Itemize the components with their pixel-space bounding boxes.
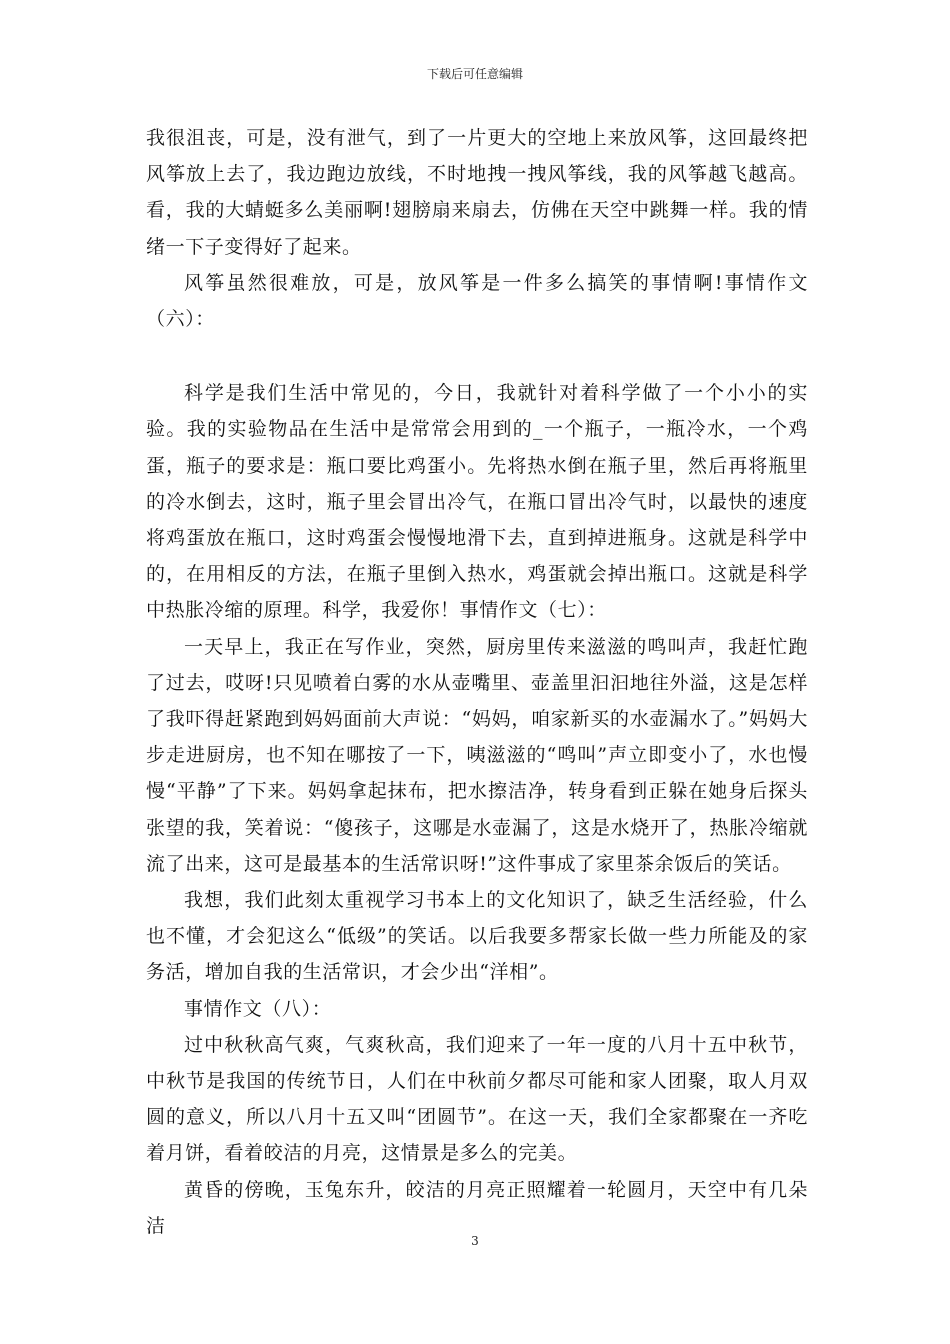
document-body	[146, 120, 808, 1244]
section-heading-essay-eight: 事情作文（八）：	[184, 997, 332, 1020]
paragraph-evening-moon: 黄昏的傍晚，玉兔东升，皎洁的月亮正照耀着一轮圆月，天空中有几朵洁	[146, 1178, 808, 1237]
paragraph-kite-conclusion: 风筝虽然很难放，可是，放风筝是一件多么搞笑的事情啊!事情作文（六）：	[146, 271, 808, 331]
paragraph-kettle-story: 一天早上，我正在写作业，突然，厨房里传来滋滋的鸣叫声，我赶忙跑了过去，哎呀!只见喷着白雾的水从壶嘴里、壶盖里汩汩地往外溢，这是怎样了我吓得赶紧跑到妈妈面前大声说：“妈妈，咱家新买的水壶漏水了。”妈妈大步走进厨房，也不知在哪按了一下，咦滋滋的“鸣叫”声立即变小了，水也慢慢“平静”了下来。妈妈拿起抹布，把水擦洁净，转身看到正躲在她身后探头张望的我，笑着说：“傻孩子，这哪是水壶漏了，这是水烧开了，热胀冷缩就流了出来，这可是最基本的生活常识呀!”这件事成了家里茶余饭后的笑话。	[146, 635, 808, 875]
paragraph-gap	[146, 337, 808, 375]
page-number: 3	[471, 1234, 479, 1248]
paragraph-mid-autumn: 过中秋秋高气爽，气爽秋高，我们迎来了一年一度的八月十五中秋节，中秋节是我国的传统节日，人们在中秋前夕都尽可能和家人团聚，取人月双圆的意义，所以八月十五又叫“团圆节”。在这一天，我们全家都聚在一齐吃着月饼，看着皎洁的月亮，这情景是多么的完美。	[146, 1033, 808, 1165]
page-header: 下载后可任意编辑	[426, 67, 523, 81]
paragraph-reflection: 我想，我们此刻太重视学习书本上的文化知识了，缺乏生活经验，什么也不懂，才会犯这么“低级”的笑话。以后我要多帮家长做一些力所能及的家务活，增加自我的生活常识，才会少出“洋相”。	[146, 889, 808, 984]
paragraph-kite-flying: 我很沮丧，可是，没有泄气，到了一片更大的空地上来放风筝，这回最终把风筝放上去了，我边跑边放线，不时地拽一拽风筝线，我的风筝越飞越高。看，我的大蜻蜓多么美丽啊!翅膀扇来扇去，仿佛在天空中跳舞一样。我的情绪一下子变得好了起来。	[146, 127, 808, 258]
paragraph-science-experiment: 科学是我们生活中常见的，今日，我就针对着科学做了一个小小的实验。我的实验物品在生活中是常常会用到的_一个瓶子，一瓶冷水，一个鸡蛋，瓶子的要求是：瓶口要比鸡蛋小。先将热水倒在瓶子里，然后再将瓶里的冷水倒去，这时，瓶子里会冒出冷气，在瓶口冒出冷气时，以最快的速度将鸡蛋放在瓶口，这时鸡蛋会慢慢地滑下去，直到掉进瓶身。这就是科学中的，在用相反的方法，在瓶子里倒入热水，鸡蛋就会掉出瓶口。这就是科学中热胀冷缩的原理。科学，我爱你！事情作文（七）：	[146, 382, 808, 622]
